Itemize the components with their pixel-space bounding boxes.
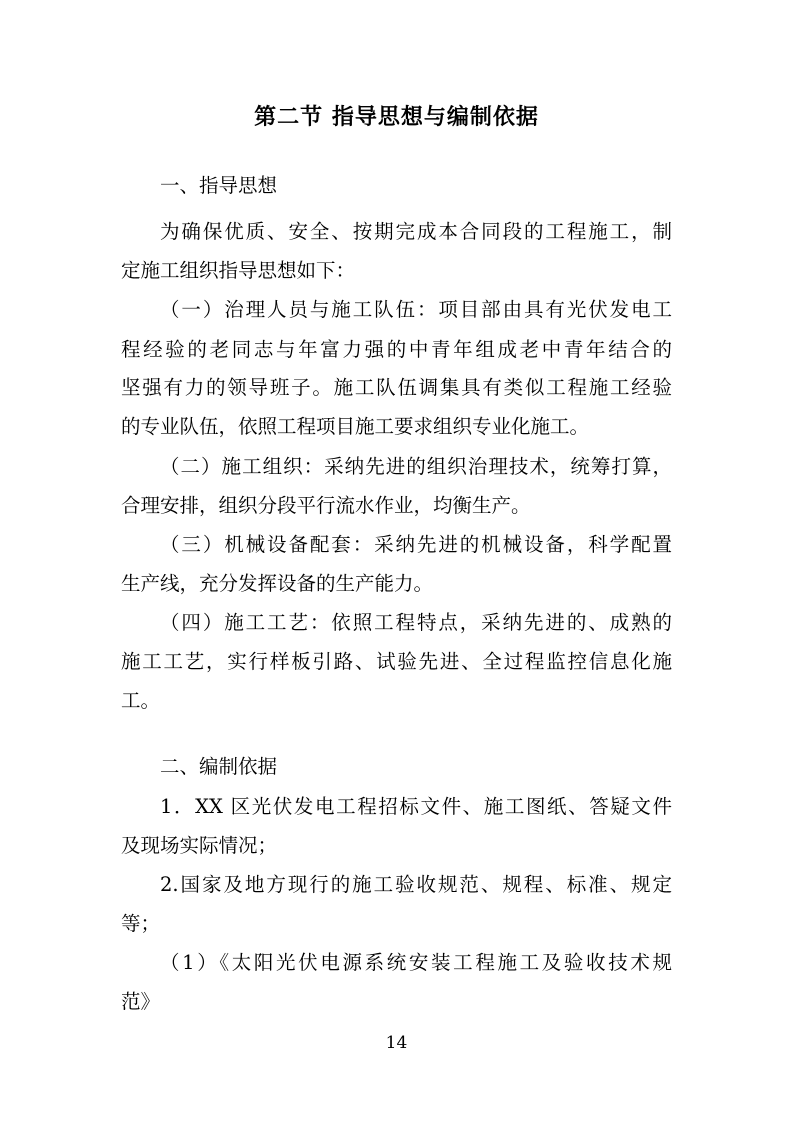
basis2-line-1: 2.国家及地方现行的施工验收规范、规程、标准、规定	[160, 873, 672, 896]
page-number: 14	[385, 1033, 408, 1053]
basis1-line-1: 1．XX 区光伏发电工程招标文件、施工图纸、答疑文件	[160, 795, 672, 818]
basis2-sub1-line-2: 范》	[121, 990, 161, 1013]
item4-line-1: （四）施工工艺：依照工程特点，采纳先进的、成熟的	[160, 611, 672, 634]
intro-line-2: 定施工组织指导思想如下：	[121, 259, 356, 282]
basis2-sub1-line-1: （1）《太阳光伏电源系统安装工程施工及验收技术规	[160, 951, 672, 974]
intro-line-1: 为确保优质、安全、按期完成本合同段的工程施工，制	[160, 220, 672, 243]
item1-line-3: 坚强有力的领导班子。施工队伍调集具有类似工程施工经验	[121, 376, 672, 399]
item3-line-1: （三）机械设备配套：采纳先进的机械设备，科学配置	[160, 533, 672, 556]
item1-line-1: （一）治理人员与施工队伍：项目部由具有光伏发电工	[160, 298, 672, 321]
item4-line-3: 工。	[121, 689, 161, 712]
item4-line-2: 施工工艺，实行样板引路、试验先进、全过程监控信息化施	[121, 650, 672, 673]
section-heading-compilation-basis: 二、编制依据	[160, 755, 278, 778]
basis2-line-2: 等；	[121, 912, 161, 935]
item2-line-2: 合理安排，组织分段平行流水作业，均衡生产。	[121, 494, 531, 517]
section-title: 第二节 指导思想与编制依据	[254, 105, 539, 130]
section-heading-guiding-ideology: 一、指导思想	[160, 174, 278, 197]
item1-line-4: 的专业队伍，依照工程项目施工要求组织专业化施工。	[121, 415, 590, 438]
item1-line-2: 程经验的老同志与年富力强的中青年组成老中青年结合的	[121, 338, 672, 361]
item3-line-2: 生产线，充分发挥设备的生产能力。	[121, 572, 434, 595]
item2-line-1: （二）施工组织：采纳先进的组织治理技术，统筹打算，	[160, 455, 672, 478]
basis1-line-2: 及现场实际情况；	[121, 834, 278, 857]
